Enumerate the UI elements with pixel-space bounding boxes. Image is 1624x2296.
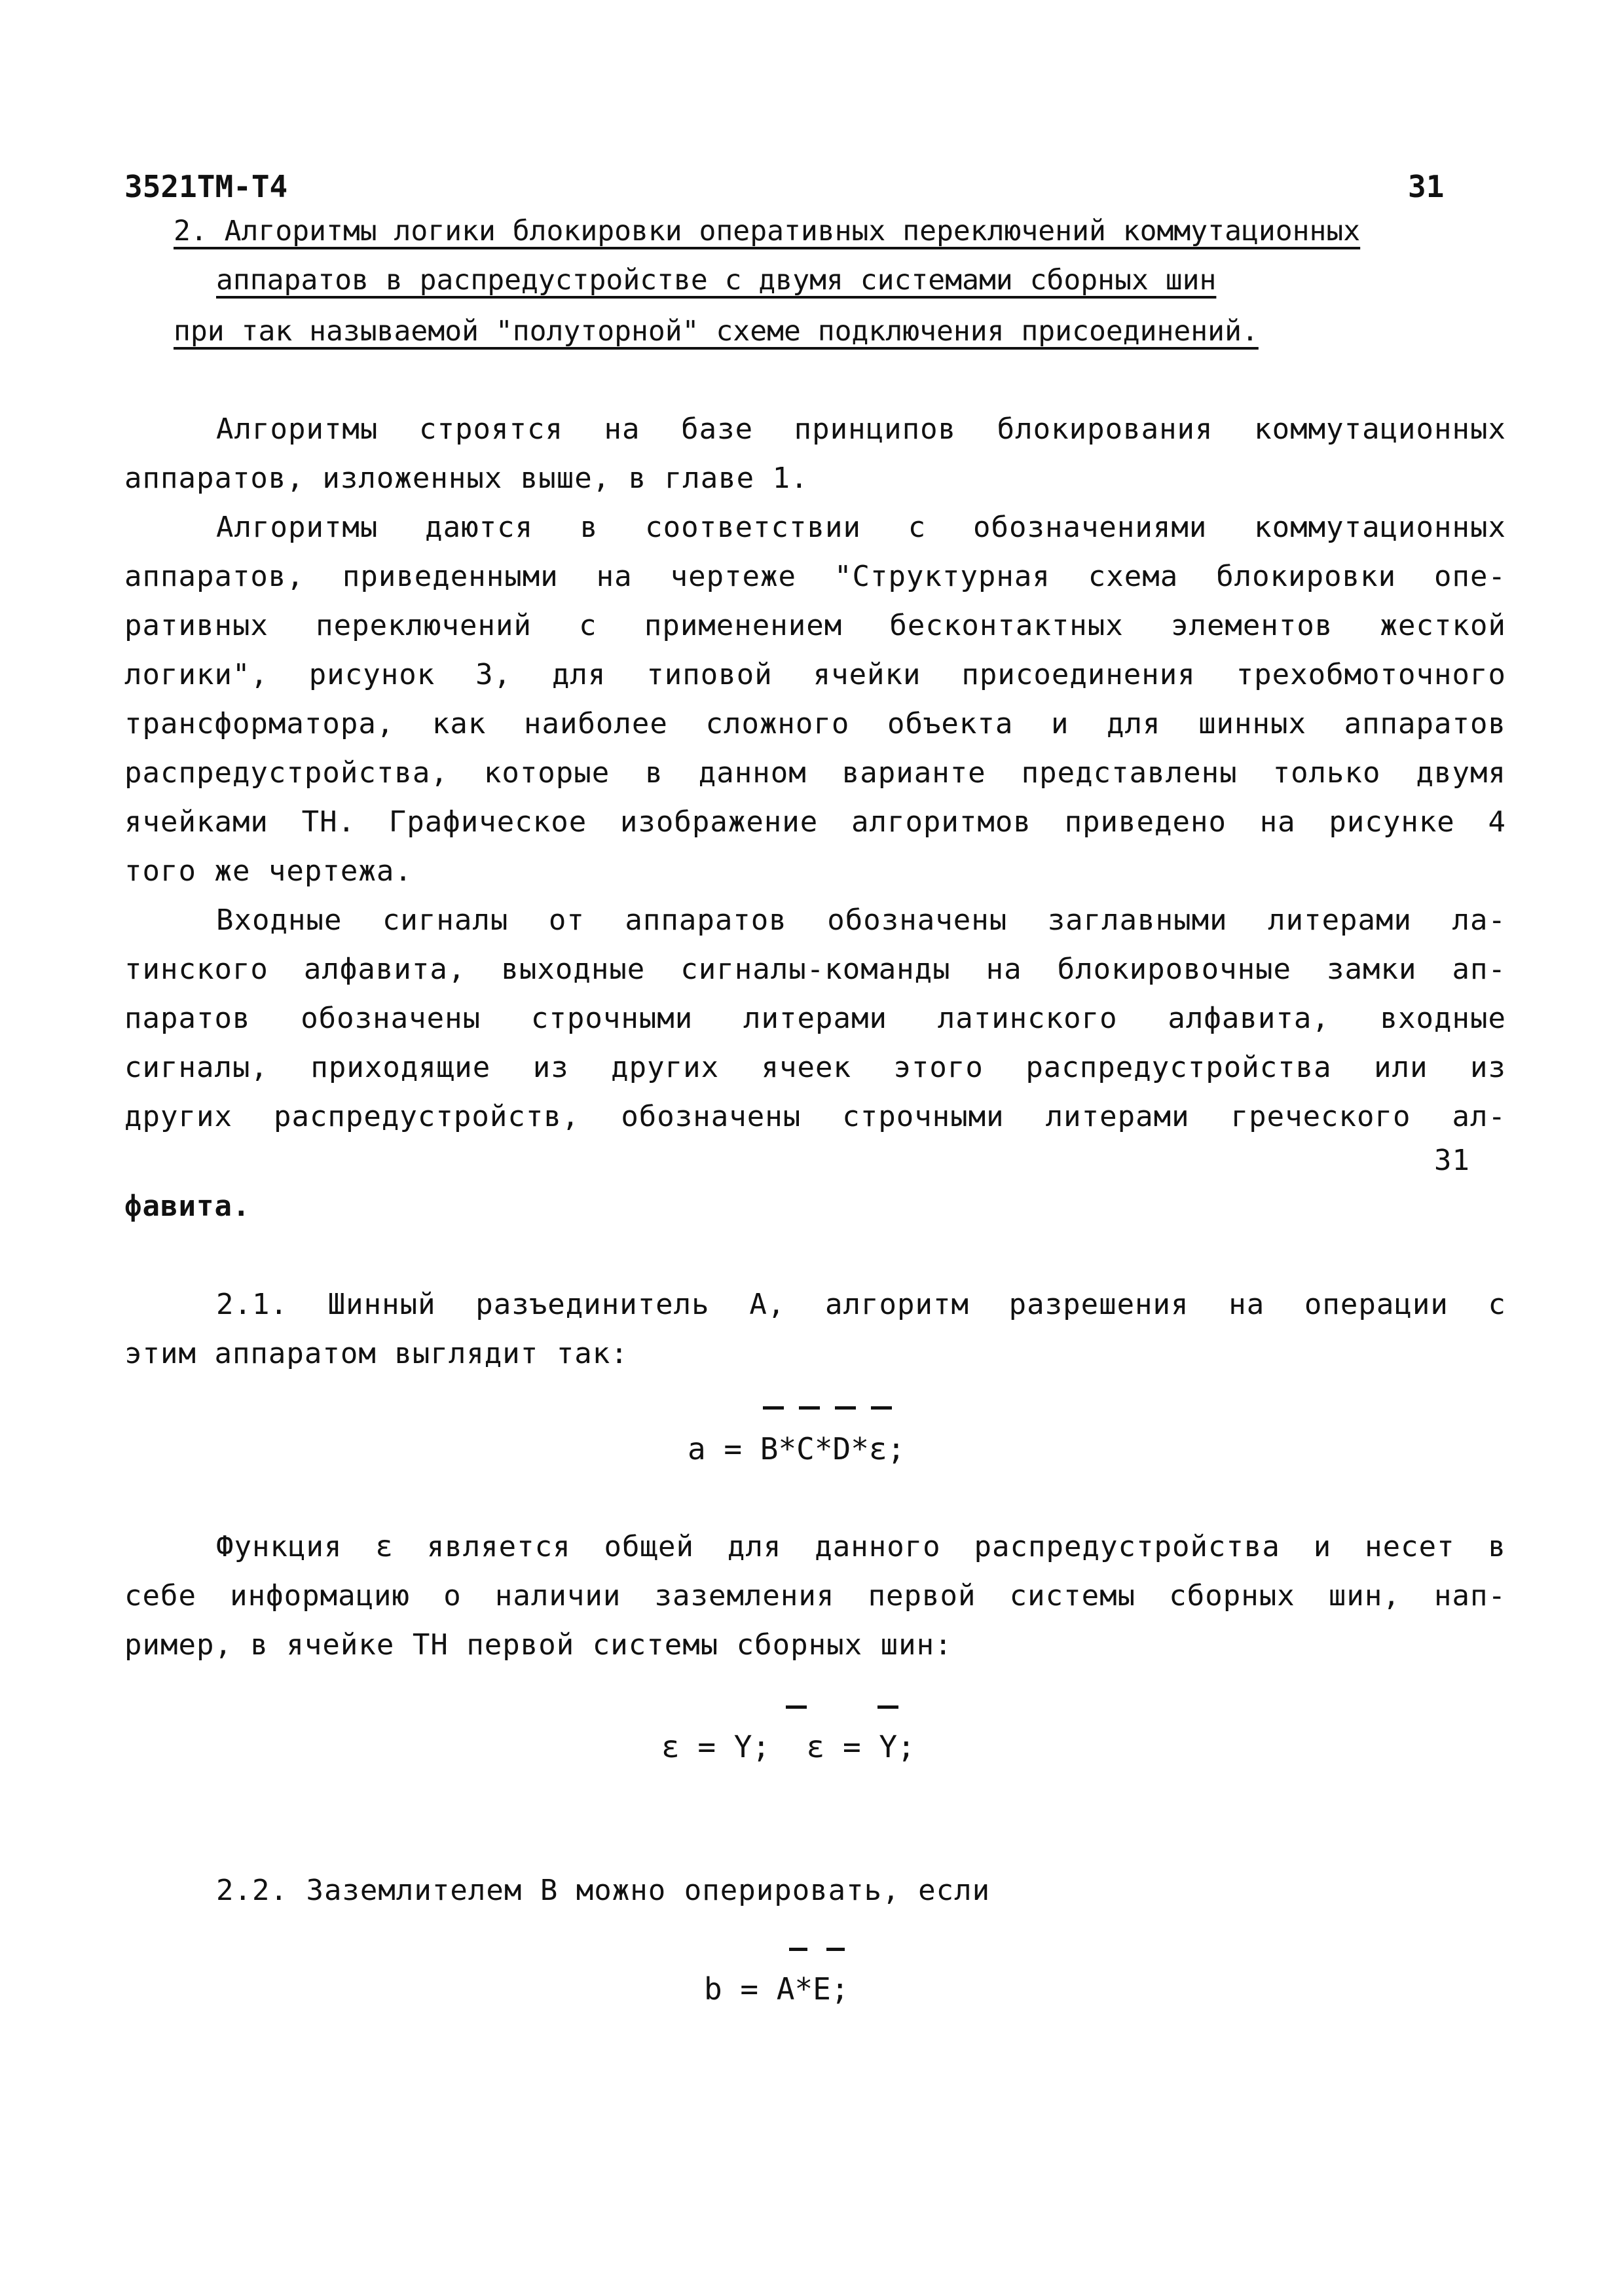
formula-epsilon: ε = Y; ε = Y; — [661, 1729, 915, 1764]
section-title-line-1: 2. Алгоритмы логики блокировки оперативных переключений коммутационных — [174, 215, 1361, 247]
overbar — [789, 1948, 807, 1951]
overbar — [799, 1406, 820, 1410]
section-2-1-line-2: этим аппаратом выглядит так: — [124, 1337, 629, 1370]
body-line-2: аппаратов, изложенных выше, в главе 1. — [124, 462, 809, 495]
body-line-14: сигналы, приходящие из других ячеек этого распредустройства или из — [124, 1051, 1506, 1084]
body-line-10: того же чертежа. — [124, 854, 413, 888]
section-2-2-line: 2.2. Заземлителем В можно оперировать, если — [216, 1874, 991, 1907]
body-line-1: Алгоритмы строятся на базе принципов блокирования коммутационных — [216, 412, 1506, 446]
body-line-3: Алгоритмы даются в соответствии с обозначениями коммутационных — [216, 511, 1506, 544]
overbar — [871, 1406, 892, 1410]
body-line-12: тинского алфавита, выходные сигналы-команды на блокировочные замки ап- — [124, 953, 1506, 986]
body-line-5: ративных переключений с применением бесконтактных элементов жесткой — [124, 609, 1506, 642]
overbar — [786, 1705, 807, 1709]
function-line-1: Функция ε является общей для данного распредустройства и несет в — [216, 1530, 1506, 1563]
body-line-7: трансформатора, как наиболее сложного объекта и для шинных аппаратов — [124, 707, 1506, 740]
continuation-text: фавита. — [124, 1190, 251, 1223]
body-line-4: аппаратов, приведенными на чертеже "Структурная схема блокировки опе- — [124, 560, 1506, 593]
body-line-9: ячейками ТН. Графическое изображение алгоритмов приведено на рисунке 4 — [124, 805, 1506, 839]
body-line-13: паратов обозначены строчными литерами латинского алфавита, входные — [124, 1002, 1506, 1035]
overbar — [826, 1948, 845, 1951]
overbar — [763, 1406, 784, 1410]
body-line-6: логики", рисунок 3, для типовой ячейки присоединения трехобмоточного — [124, 658, 1506, 691]
page-marker: 31 — [1434, 1144, 1470, 1177]
document-code: 3521ТМ-Т4 — [124, 169, 288, 204]
function-line-2: себе информацию о наличии заземления первой системы сборных шин, нап- — [124, 1579, 1506, 1613]
section-title-line-2: аппаратов в распредустройстве с двумя системами сборных шин — [216, 264, 1217, 297]
body-line-15: других распредустройств, обозначены строчными литерами греческого ал- — [124, 1100, 1506, 1133]
page-number: 31 — [1408, 169, 1445, 204]
body-line-8: распредустройства, которые в данном варианте представлены только двумя — [124, 756, 1506, 790]
formula-a: a = B*C*D*ε; — [688, 1431, 906, 1467]
section-2-1-line-1: 2.1. Шинный разъединитель А, алгоритм разрешения на операции с — [216, 1288, 1506, 1321]
formula-b: b = A*E; — [704, 1971, 849, 2007]
section-title-line-3: при так называемой "полуторной" схеме подключения присоединений. — [174, 315, 1259, 348]
function-line-3: ример, в ячейке ТН первой системы сборных шин: — [124, 1628, 953, 1662]
body-line-11: Входные сигналы от аппаратов обозначены заглавными литерами ла- — [216, 903, 1506, 937]
overbar — [877, 1705, 898, 1709]
overbar — [835, 1406, 856, 1410]
